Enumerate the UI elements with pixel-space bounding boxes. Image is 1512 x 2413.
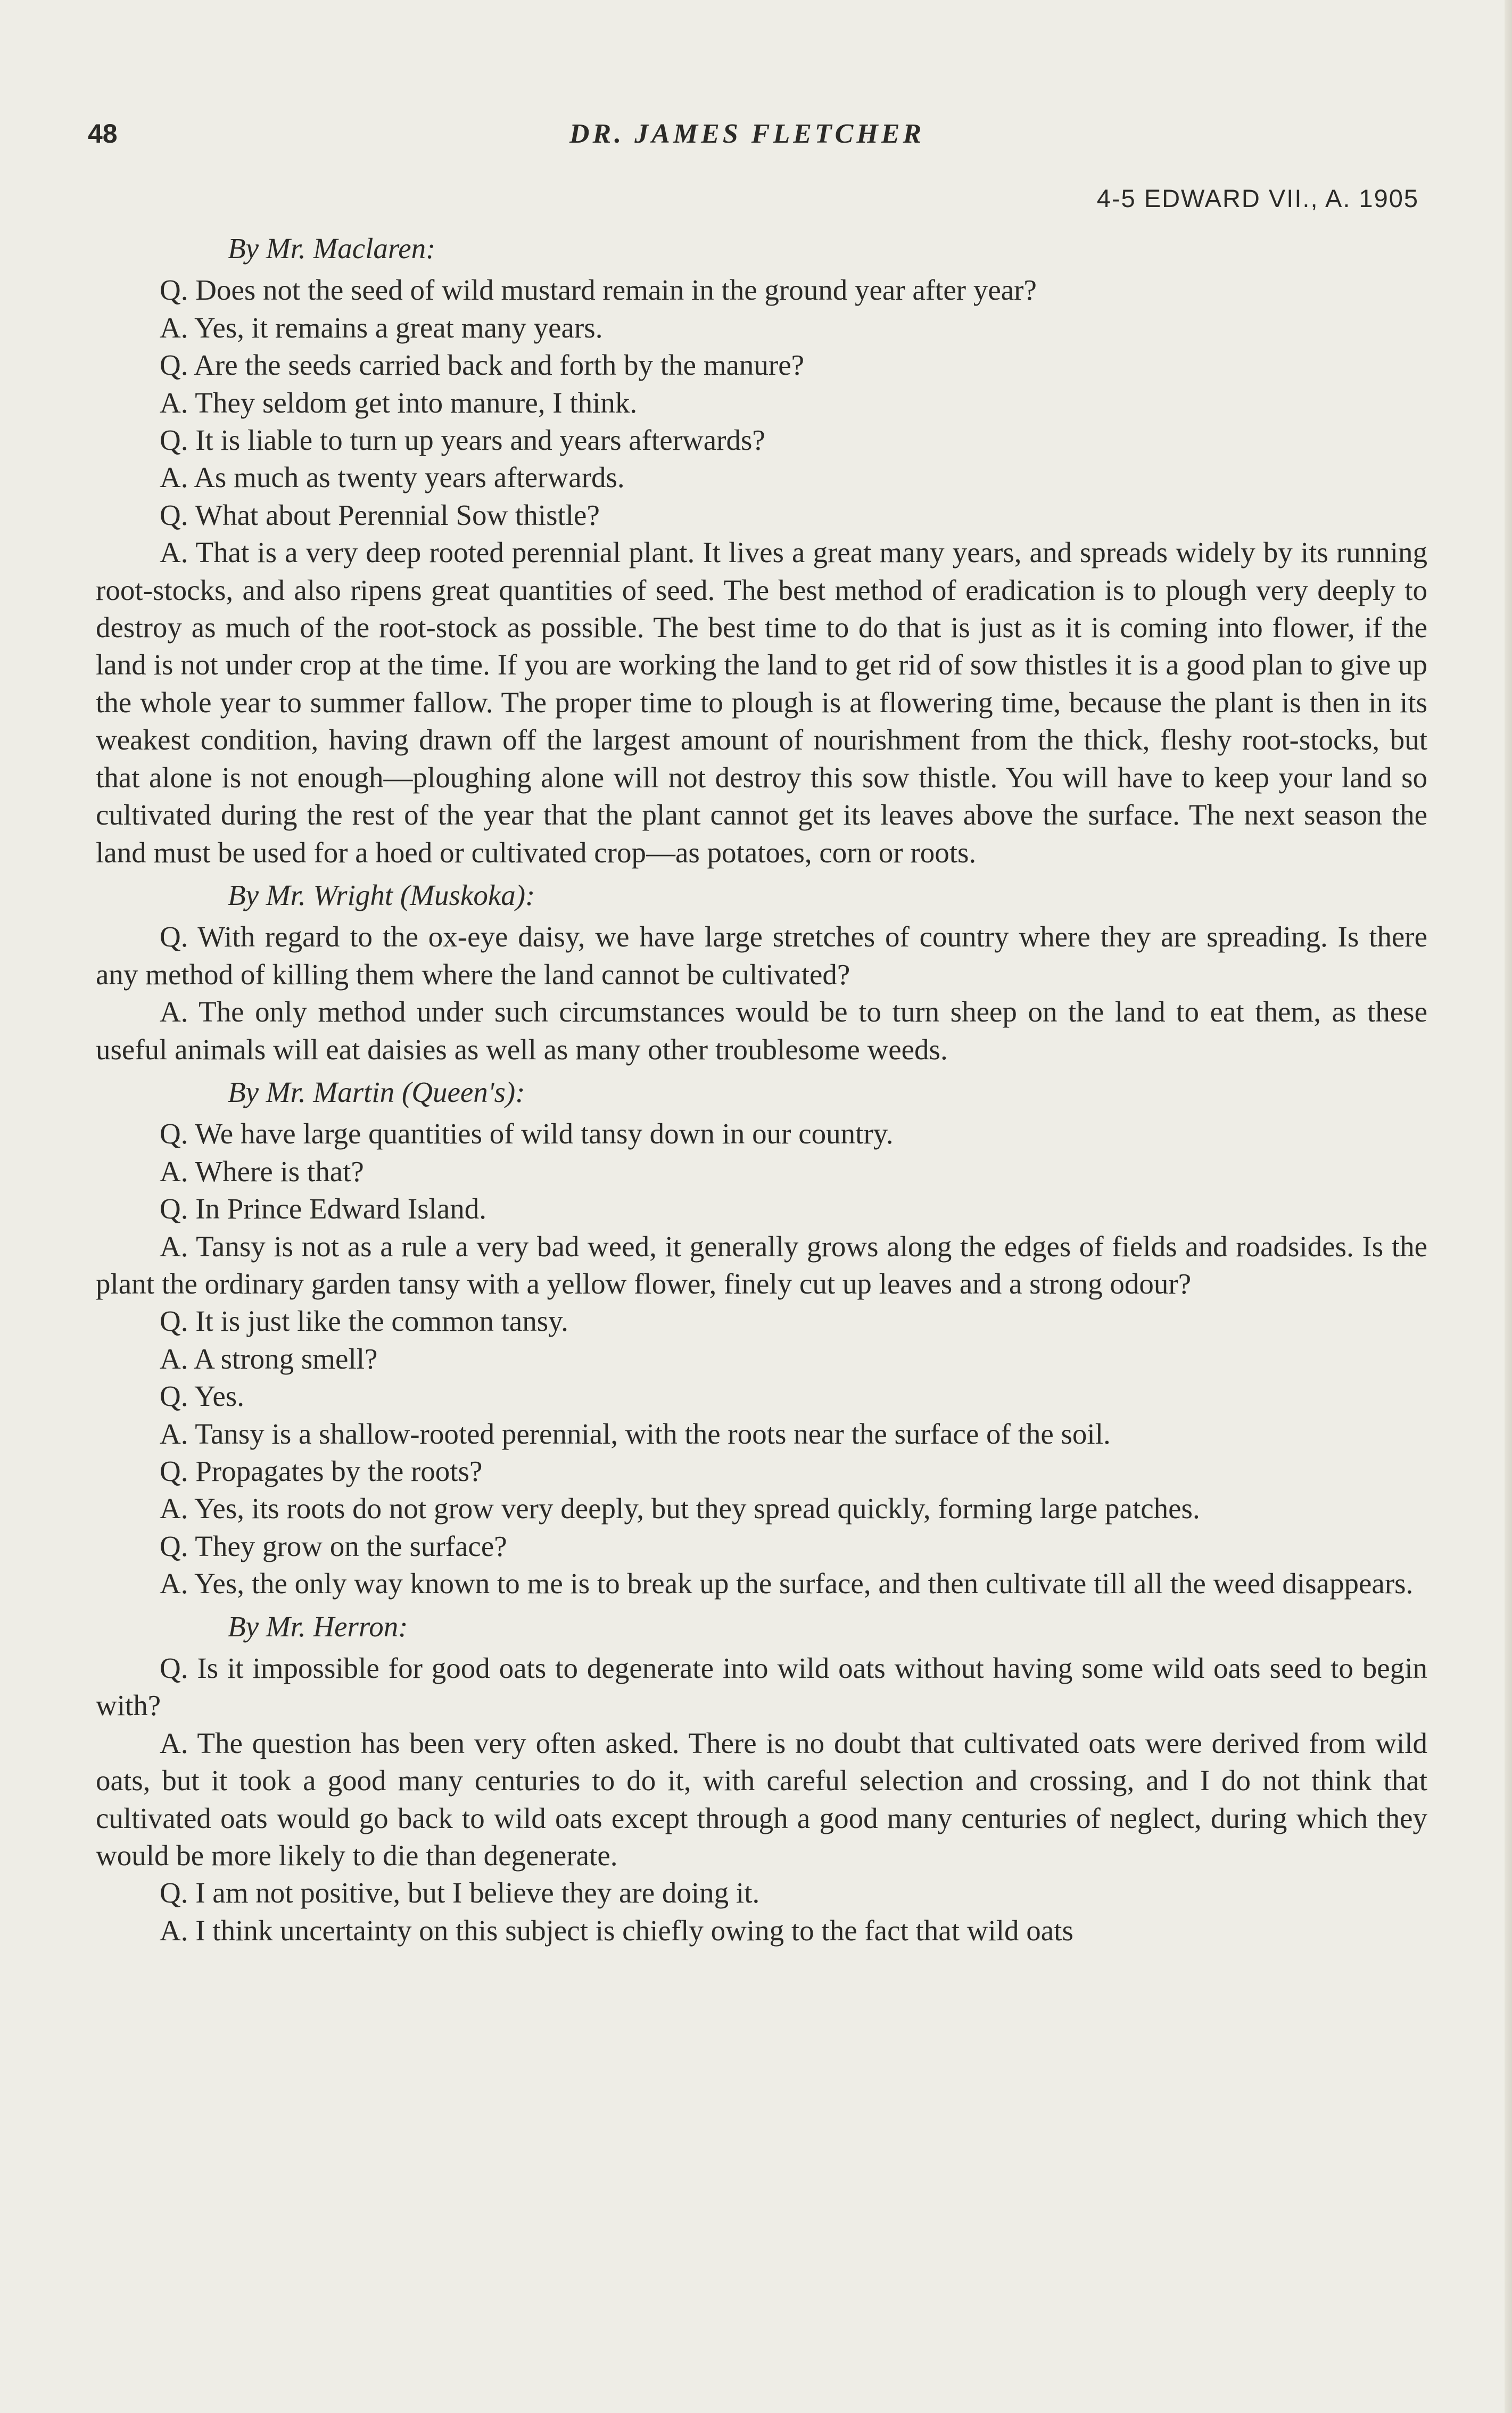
answer-paragraph: A. I think uncertainty on this subject is chiefly owing to the fact that wild oats: [160, 1914, 1073, 1947]
question-paragraph: Q. Are the seeds carried back and forth by the manure?: [160, 349, 805, 382]
question-paragraph: Q. It is just like the common tansy.: [160, 1305, 568, 1338]
page-body: [96, 230, 1427, 1949]
question-paragraph: Q. It is liable to turn up years and years afterwards?: [160, 424, 765, 457]
answer-paragraph: A. The only method under such circumstances would be to turn sheep on the land to eat them, as these useful animals will eat daisies as well as many other troublesome weeds.: [96, 995, 1427, 1066]
question-paragraph: Q. Is it impossible for good oats to degenerate into wild oats without having some wild oats seed to begin with?: [96, 1652, 1427, 1722]
question-paragraph: Q. With regard to the ox-eye daisy, we have large stretches of country where they are spreading. Is there any method of killing them where the land cannot be cultivated?: [96, 920, 1427, 991]
speaker-heading: By Mr. Wright (Muskoka):: [228, 878, 535, 911]
answer-paragraph: A. That is a very deep rooted perennial plant. It lives a great many years, and spreads widely by its running root-stocks, and also ripens great quantities of seed. The best method of eradication is to plough very deeply to destroy as much of the root-stock as possible. The best time to do that is just as it is coming into flower, if the land is not under crop at the time. If you are working the land to get rid of sow thistles it is a good plan to give up the whole year to summer fallow. The proper time to plough is at flowering time, because the plant is then in its weakest condition, having drawn off the largest amount of nourishment from the thick, fleshy root-stocks, but that alone is not enough—ploughing alone will not destroy this sow thistle. You will have to keep your land so cultivated during the rest of the year that the plant cannot get its leaves above the surface. The next season the land must be used for a hoed or cultivated crop—as potatoes, corn or roots.: [96, 536, 1427, 869]
answer-paragraph: A. Tansy is a shallow-rooted perennial, with the roots near the surface of the soil.: [160, 1417, 1111, 1450]
question-paragraph: Q. I am not positive, but I believe they are doing it.: [160, 1876, 760, 1909]
speaker-heading: By Mr. Maclaren:: [228, 232, 436, 265]
question-paragraph: Q. Propagates by the roots?: [160, 1455, 483, 1487]
running-title: DR. JAMES FLETCHER: [569, 119, 925, 149]
answer-paragraph: A. As much as twenty years afterwards.: [160, 461, 625, 494]
page-edge-shadow: [1505, 0, 1512, 2413]
question-paragraph: Q. What about Perennial Sow thistle?: [160, 498, 600, 531]
answer-paragraph: A. Yes, its roots do not grow very deeply, but they spread quickly, forming large patches.: [160, 1492, 1200, 1525]
answer-paragraph: A. Yes, it remains a great many years.: [160, 311, 603, 344]
running-head: [88, 118, 1429, 155]
answer-paragraph: A. Where is that?: [160, 1155, 364, 1188]
page-number: 48: [88, 119, 118, 149]
question-paragraph: Q. They grow on the surface?: [160, 1529, 507, 1562]
speaker-heading: By Mr. Herron:: [228, 1610, 408, 1643]
speaker-heading: By Mr. Martin (Queen's):: [228, 1075, 525, 1108]
answer-paragraph: A. The question has been very often asked. There is no doubt that cultivated oats were derived from wild oats, but it took a good many centuries to do it, with careful selection and crossing, and I do not think that cultivated oats would go back to wild oats except through a good many centuries of neglect, during which they would be more likely to die than degenerate.: [96, 1726, 1427, 1872]
question-paragraph: Q. Yes.: [160, 1380, 244, 1413]
answer-paragraph: A. Yes, the only way known to me is to break up the surface, and then cultivate till all the weed disappears.: [160, 1567, 1414, 1600]
answer-paragraph: A. They seldom get into manure, I think.: [160, 386, 638, 419]
answer-paragraph: A. Tansy is not as a rule a very bad weed, it generally grows along the edges of fields and roadsides. Is the plant the ordinary garden tansy with a yellow flower, finely cut up leaves and a strong odour?: [96, 1230, 1427, 1300]
session-reference: 4-5 EDWARD VII., A. 1905: [1096, 184, 1419, 212]
question-paragraph: Q. We have large quantities of wild tansy down in our country.: [160, 1117, 894, 1150]
question-paragraph: Q. In Prince Edward Island.: [160, 1192, 486, 1225]
answer-paragraph: A. A strong smell?: [160, 1342, 378, 1375]
question-paragraph: Q. Does not the seed of wild mustard remain in the ground year after year?: [160, 274, 1037, 307]
